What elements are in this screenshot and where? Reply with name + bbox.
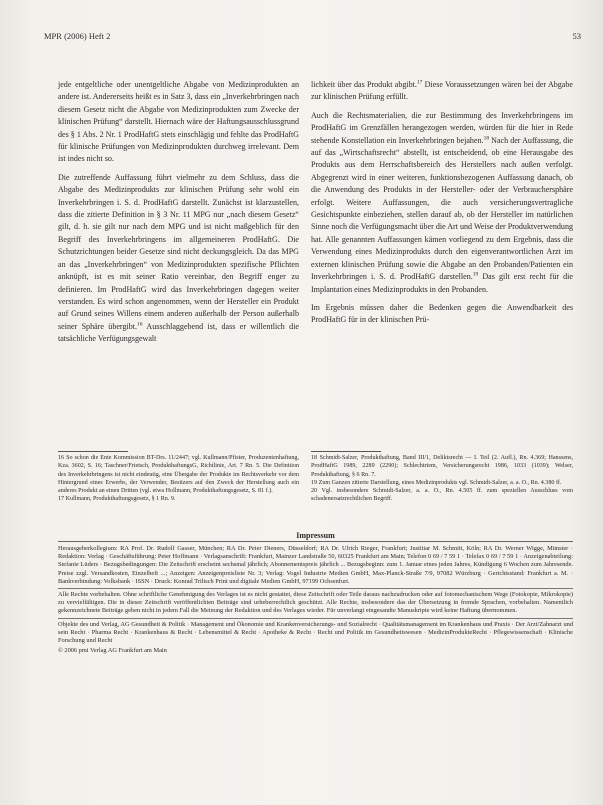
- footnotes-left: [58, 454, 299, 504]
- footnote-divider-right: [311, 451, 381, 452]
- impressum-block: [58, 545, 573, 657]
- running-header: [44, 31, 581, 43]
- footnote-20: 20 Vgl. insbesondere Schmidt-Salzer, a. a. O., Rn. 4.505 ff. zum speziellen Ausschluss vom schadenersatzrechtlichen Begriff.: [311, 488, 573, 503]
- footnote-16: 16 So schon die Ente Kommission BT-Drs. 11/2447; vgl. Kullmann/Pfister, Produzentenhaftung, Kza. 3602, S. 16; Taschner/Frietsch, ProdukthaftungsG, Richtlinie, Art. 7 Rn. 5. Die Definition des Inverkehrbringens ist nicht eindeutig, eine Übergabe der Produkte im Rechtsverkehr vor dem Hintergrund eines Erwerbs, der Verwender, Besitzers auf den Zweck der Herstellung auch ein anderes Produkt an einen Dritten (vgl. etwa Hollmann, Produkthaftungsgesetz, S. 81 f.).: [58, 455, 299, 495]
- footnote-18: 18 Schmidt-Salzer, Produkthaftung, Band III/1, Deliktsrecht — I. Teil (2. Aufl.), Rn. 4.369; Hanssens, ProdHaftG 1989, 2289 (2290); Schlechtriem, Versicherungsrecht 1986, 1033 (1039); Welser, Produkthaftung, § 6 Rn. 7.: [311, 455, 573, 478]
- footnote-ref-19: 19: [472, 271, 479, 278]
- impressum-title: Impressum: [296, 531, 335, 540]
- footnote-divider-left: [58, 451, 128, 452]
- footnote-ref-17: 17: [416, 79, 423, 86]
- impressum-publications: Objekte des und Verlag, AG Gesundheit & Politik · Management und Ökonomie und Krankenversicherungs- und Sozialrecht · Qualitätsmanagement im Krankenhaus und Praxis · Der Arzt/Zahnarzt und sein Recht · Pharma Recht · Krankenhaus & Recht · Lebensmittel & Recht · Apotheke & Recht · Recht und Politik im Gesundheitswesen · MedizinProdukteRecht · Pflegewissenschaft · Klinische Forschung und Recht: [58, 620, 573, 645]
- left-paragraph-2: Die zutreffende Auffassung führt vielmehr zu dem Schluss, dass die Abgabe des Medizinprodukts zur klinischen Prüfung sehr wohl ein Inverkehrbringen i. S. d. ProdHaftG darstellt. Zunächst ist klarzustellen, dass die zitierte Definition in § 3 Nr. 11 MPG nur „nach diesem Gesetz“ gilt, d. h. sie gilt nur nach dem MPG und ist nicht maßgeblich für den Begriff des Inverkehrbringens im allgemeineren ProdHaftG. Die Schutzrichtungen beider Gesetze sind nicht deckungsgleich. Da das MPG an das „Inverkehrbringen“ von Medizinprodukten spezifische Pflichten anknüpft, ist es mit seiner Ratio vereinbar, den Begriff enger zu definieren. Im ProdHaftG wird das Inverkehrbringen dagegen weiter verstanden. Es wird schon angenommen, wenn der Hersteller ein Produkt auf Grund seines Willens einem anderen außerhalb der Person außerhalb seiner Sphäre übergibt.$^{16}$ Ausschlaggebend ist, dass er willentlich die tatsächliche Verfügungsgewalt: [58, 172, 299, 344]
- right-paragraph-3: Im Ergebnis müssen daher die Bedenken gegen die Anwendbarkeit des ProdHaftG für in der klinischen Prü-: [311, 302, 573, 325]
- journal-title: MPR (2006) Heft 2: [44, 31, 111, 41]
- impressum-rule: [58, 588, 573, 589]
- impressum-rule-2: [58, 618, 573, 619]
- right-column: [311, 79, 573, 333]
- right-paragraph-2: Auch die Rechtsmaterialien, die zur Bestimmung des Inverkehrbringens im ProdHaftG im Grenzfällen herangezogen werden, würden für die hier in Rede stehende Konstellation ein Inverkehrbringen bejahen.$^{18}$ Nach der Auffassung, die auf das „Wirtschaftsrecht“ abstellt, ist entscheidend, ob eine Herausgabe des Produkts aus dem Herrschaftsbereich des Herstellers nach außen verfolgt. Abgegrenzt wird in einer weiteren, funktionsbezogenen Auffassung danach, ob die Anwendung des Produkts in der Hersteller- oder der Verbrauchersphäre erfolgt. Weitere Auffassungen, die auch versicherungsvertragliche Gesichtspunkte einbeziehen, stellen darauf ab, ob der Hersteller im natürlichen Sinne noch die Verfügungsmacht über die Art und Weise der Produktverwendung hat. Alle genannten Auffassungen kämen vorliegend zu dem Ergebnis, dass die Verwendung eines Medizinprodukts durch den eigenverantwortlichen Arzt im externen klinischen Prüfung sowie die Abgabe an den Probanden/Patienten ein Inverkehrbringen i. S. d. ProdHaftG darstellen.$^{19}$ Das gilt erst recht für die Implantation eines Medizinprodukts in den Probanden.: [311, 110, 573, 294]
- right-paragraph-1: lichkeit über das Produkt abgibt.$^{17}$ Diese Voraussetzungen wären bei der Abgabe zur klinischen Prüfung erfüllt.: [311, 79, 573, 102]
- left-column: [58, 79, 299, 352]
- footnote-19: 19 Zum Ganzen zitierte Darstellung, eines Medizinprodukts vgl. Schmidt-Salzer, a. a. O., Rn. 4.380 ff.: [311, 479, 562, 486]
- page-number: 53: [572, 31, 581, 41]
- footnote-ref-16: 16: [136, 321, 143, 328]
- impressum-rights: Alle Rechte vorbehalten. Ohne schriftliche Genehmigung des Verlages ist es nicht gestattet, diese Zeitschrift oder Teile daraus nachzudrucken oder auf fotomechanischem Wege (Fotokopie, Mikrokopie) zu vervielfältigen. Die in dieser Zeitschrift veröffentlichten Beiträge sind urheberrechtlich geschützt. Alle Rechte, insbesondere das der Übersetzung in fremde Sprachen, vorbehalten. Namentlich gekennzeichnete Beiträge geben nicht in jedem Fall die Meinung der Redaktion und des Verlages wieder. Für unverlangt eingesandte Manuskripte wird keine Haftung übernommen.: [58, 591, 573, 615]
- footnotes-right: [311, 454, 573, 504]
- impressum-publisher-info: Herausgeberkollegium: RA Prof. Dr. Rudolf Gasser, München; RA Dr. Peter Dieners, Düsseldorf; RA Dr. Ulrich Rieger, Frankfurt; Justitiar M. Schmitt, Köln; RA Dr. Werner Wigge, Münster · Redaktion: Verlag · Geschäftsführung: Peter Hoffmann · Verlagsanschrift: Frankfurt, Mainzer Landstraße 50, 60325 Frankfurt am Main; Telefon 0 69 / 7 59 1 · Telefax 0 69 / 7 59 1 · Anzeigenabteilung: Stefanie Lüders · Bezugsbedingungen: Die Zeitschrift erscheint sechsmal jährlich; Abonnementspreis jährlich ... Bezugsbeginn: zum 1. Januar eines jeden Jahres, Kündigung 6 Wochen zum Jahresende. Preise zzgl. Versandkosten, Einzelheft ...; Anzeigen: Anzeigenpreisliste Nr. 3; Verlag: Vogel Industrie Medien GmbH, Max-Planck-Straße 7/9, 97082 Würzburg · Gerichtsstand: Frankfurt a. M. · Bankverbindung: Volksbank · ISSN · Druck: Konrad Triltsch Print und digitale Medien GmbH, 97199 Ochsenfurt.: [58, 545, 573, 585]
- left-paragraph-1: jede entgeltliche oder unentgeltliche Abgabe von Medizinprodukten an andere ist. Andererseits heißt es in Satz 3, dass ein „Inverkehrbringen nach diesem Gesetz nicht die Abgabe von Medizinprodukten zum Zwecke der klinischen Prüfung“ darstellt. Hiernach wäre der Haftungsausschlussgrund des § 1 Abs. 2 Nr. 1 ProdHaftG stets einschlägig und fehlte das ProdHaftG für klinische Prüfungen von Medizinprodukten durchweg irrelevant. Dem ist indes nicht so.: [58, 80, 299, 164]
- impressum-copyright: © 2006 pmi Verlag AG Frankfurt am Main: [58, 647, 167, 655]
- footnote-ref-18: 18: [483, 134, 490, 141]
- footnote-17: 17 Kullmann, Produkthaftungsgesetz, § 1 Rn. 9.: [58, 496, 176, 503]
- impressum-divider: [58, 541, 573, 542]
